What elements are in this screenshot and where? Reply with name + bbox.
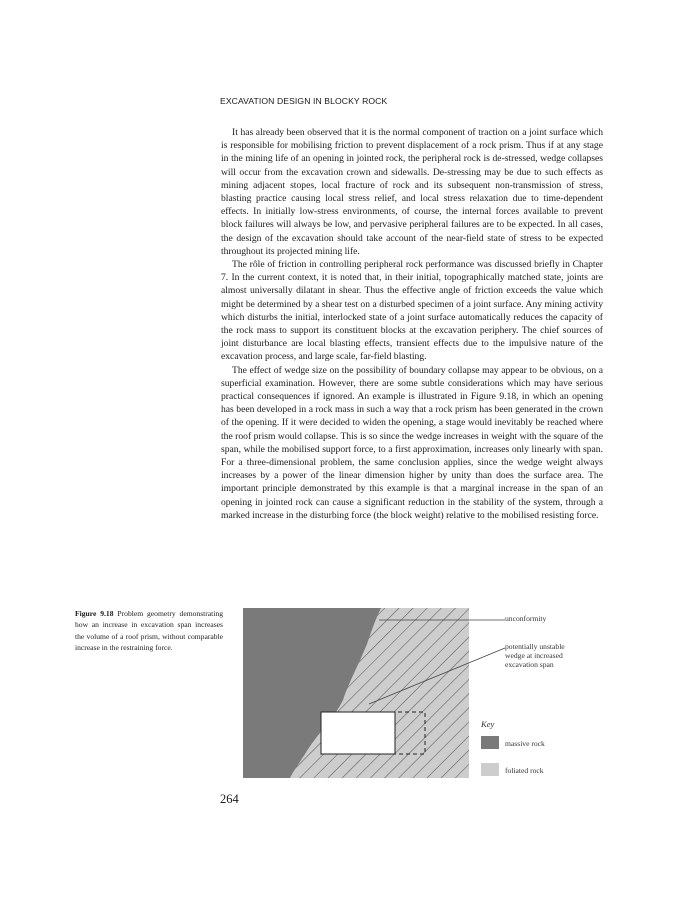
unconformity-label: unconformity (505, 614, 547, 623)
running-head: EXCAVATION DESIGN IN BLOCKY ROCK (220, 96, 388, 106)
key-foliated-label: foliated rock (505, 766, 544, 775)
key-foliated-swatch (481, 763, 499, 776)
figure-caption-text: Problem geometry demonstrating how an increase in excavation span increases the volume of a roof prism, without comparable increase in the restraining force. (75, 609, 223, 652)
figure-diagram (243, 608, 583, 778)
paragraph: It has already been observed that it is the normal component of traction on a joint surface which is responsible for mobilising friction to prevent displacement of a rock prism. Thus if at any stage in the mining life of an opening in jointed rock, the peripheral rock is de-stressed, wedge collapses will occur from the excavation crown and sidewalls. De-stressing may be due to such effects as mining adjacent stopes, local fracture of rock and its subsequent non-transmission of stress, blasting practice causing local stress relief, and local stress relaxation due to time-dependent effects. In initially low-stress environments, of course, the internal forces available to prevent block failures will always be low, and pervasive peripheral failures are to be expected. In all cases, the design of the excavation should take account of the near-field state of stress to be expected throughout its projected mining life. (221, 127, 603, 257)
figure-caption (75, 608, 223, 653)
wedge-label-line-1: potentially unstable (505, 642, 565, 651)
paragraph: The effect of wedge size on the possibility of boundary collapse may appear to be obvious, on a superficial examination. However, there are some subtle considerations which may have serious practical consequences if ignored. An example is illustrated in Figure 9.18, in which an opening has been developed in a rock mass in such a way that a rock prism has been generated in the crown of the opening. If it were decided to widen the opening, a stage would inevitably be reached where the roof prism would collapse. This is so since the wedge increases in weight with the square of the span, while the mobilised support force, to a first approximation, increases only linearly with span. For a three-dimensional problem, the same conclusion applies, since the wedge weight always increases by a power of the linear dimension higher by unity than does the surface area. The important principle demonstrated by this example is that a marginal increase in the span of an opening in jointed rock can cause a significant reduction in the stability of the system, through a marked increase in the disturbing force (the block weight) relative to the mobilised resisting force. (221, 364, 603, 521)
paragraph: The rôle of friction in controlling peripheral rock performance was discussed briefly in Chapter 7. In the current context, it is noted that, in their initial, topographically matched state, joints are almost universally dilatant in shear. Thus the effective angle of friction exceeds the value which might be determined by a shear test on a disturbed specimen of a joint surface. Any mining activity which disturbs the initial, interlocked state of a joint surface automatically reduces the capacity of the rock mass to support its constituent blocks at the excavation periphery. The chief sources of joint disturbance are local blasting effects, transient effects due to the impulsive nature of the excavation process, and large scale, far-field blasting. (221, 259, 603, 363)
body-text (221, 126, 603, 522)
figure-label: Figure 9.18 (75, 609, 114, 618)
wedge-label-line-2: wedge at increased (505, 651, 563, 660)
figure-9-18 (243, 608, 583, 778)
excavation-opening (321, 712, 395, 754)
key-massive-swatch (481, 736, 499, 749)
wedge-label-line-3: excavation span (505, 660, 554, 669)
page-number: 264 (220, 792, 239, 806)
key-massive-label: massive rock (505, 739, 545, 748)
key-title: Key (481, 719, 495, 729)
